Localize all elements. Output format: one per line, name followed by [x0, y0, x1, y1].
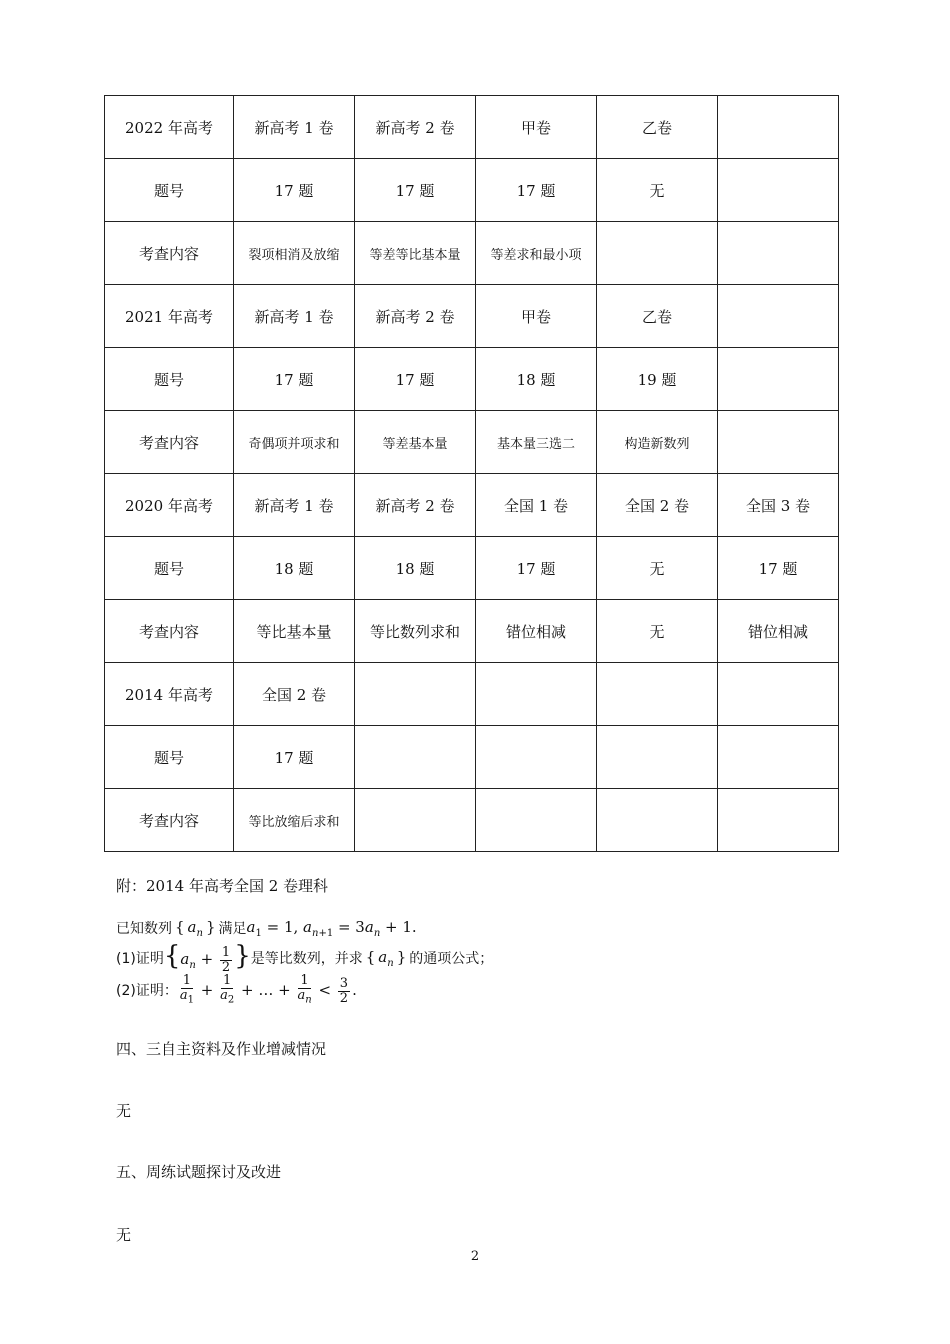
- row-header-cell: 题号: [105, 348, 234, 411]
- table-cell: [355, 726, 476, 789]
- table-cell: 等差等比基本量: [355, 222, 476, 285]
- table-cell: 等差基本量: [355, 411, 476, 474]
- section-5-body: 无: [116, 1226, 132, 1244]
- table-cell: 构造新数列: [597, 411, 718, 474]
- table-cell: 18 题: [476, 348, 597, 411]
- table-cell: 无: [597, 537, 718, 600]
- problem-statement: [116, 914, 493, 1008]
- table-cell: [718, 411, 839, 474]
- row-header-cell: 考查内容: [105, 222, 234, 285]
- table-cell: 17 题: [476, 537, 597, 600]
- row-header-cell: 考查内容: [105, 789, 234, 852]
- table-cell: 乙卷: [597, 285, 718, 348]
- table-cell: 裂项相消及放缩: [234, 222, 355, 285]
- problem-part-2: (2)证明： $\frac{1}{a_1}$ + $\frac{1}{a_2}$ + … + $\frac{1}{a_n}$ < $\frac{3}{2}$ .: [116, 973, 357, 1006]
- table-cell: [597, 222, 718, 285]
- math-sequence: { $a_n$ }: [175, 917, 216, 939]
- table-cell: 甲卷: [476, 285, 597, 348]
- table-cell: 17 题: [355, 348, 476, 411]
- row-header-cell: 题号: [105, 537, 234, 600]
- table-row: [105, 474, 839, 537]
- table-cell: 新高考 2 卷: [355, 474, 476, 537]
- table-cell: 无: [597, 600, 718, 663]
- table-cell: 全国 2 卷: [597, 474, 718, 537]
- table-cell: 17 题: [234, 726, 355, 789]
- table-row: [105, 285, 839, 348]
- table-cell: [718, 96, 839, 159]
- table-cell: 新高考 1 卷: [234, 96, 355, 159]
- table-cell: [597, 663, 718, 726]
- table-cell: [718, 348, 839, 411]
- table-row: [105, 663, 839, 726]
- appendix-caption: 附：2014 年高考全国 2 卷理科: [116, 877, 329, 895]
- table-cell: 新高考 1 卷: [234, 474, 355, 537]
- table-row: [105, 537, 839, 600]
- table-cell: [718, 726, 839, 789]
- table-cell: 17 题: [476, 159, 597, 222]
- math-recurrence: $a_1 = 1$, $a_{n+1} = 3a_n + 1$.: [246, 917, 417, 939]
- table-cell: 等比数列求和: [355, 600, 476, 663]
- table-cell: 17 题: [234, 348, 355, 411]
- problem-part-1: (1)证明 {$a_n$ + $\frac{1}{2}$ } 是等比数列，并求 { $a_n$ } 的通项公式；: [116, 941, 494, 975]
- row-header-cell: 题号: [105, 726, 234, 789]
- table-cell: 奇偶项并项求和: [234, 411, 355, 474]
- table-row: [105, 600, 839, 663]
- row-header-cell: 2014 年高考: [105, 663, 234, 726]
- section-4-title: 四、三自主资料及作业增减情况: [116, 1040, 327, 1058]
- table-cell: 18 题: [234, 537, 355, 600]
- row-header-cell: 2022 年高考: [105, 96, 234, 159]
- table-row: [105, 96, 839, 159]
- table-cell: 基本量三选二: [476, 411, 597, 474]
- table-cell: 等比基本量: [234, 600, 355, 663]
- section-5-title: 五、周练试题探讨及改进: [116, 1163, 282, 1181]
- table-cell: [718, 222, 839, 285]
- page-number: 2: [470, 1249, 480, 1264]
- exam-summary-table: [104, 95, 839, 852]
- table-row: [105, 222, 839, 285]
- table-row: [105, 726, 839, 789]
- row-header-cell: 题号: [105, 159, 234, 222]
- table-cell: [355, 789, 476, 852]
- table-cell: [355, 663, 476, 726]
- table-cell: [718, 789, 839, 852]
- row-header-cell: 2020 年高考: [105, 474, 234, 537]
- row-header-cell: 2021 年高考: [105, 285, 234, 348]
- table-cell: [476, 663, 597, 726]
- table-cell: [718, 159, 839, 222]
- table-cell: 全国 3 卷: [718, 474, 839, 537]
- table-cell: [718, 285, 839, 348]
- table-row: [105, 159, 839, 222]
- table-cell: 乙卷: [597, 96, 718, 159]
- table-cell: 甲卷: [476, 96, 597, 159]
- table-cell: 全国 2 卷: [234, 663, 355, 726]
- section-4-body: 无: [116, 1102, 132, 1120]
- table-cell: [476, 789, 597, 852]
- table-cell: 新高考 1 卷: [234, 285, 355, 348]
- table-cell: 等差求和最小项: [476, 222, 597, 285]
- table-cell: 错位相减: [476, 600, 597, 663]
- table-cell: 18 题: [355, 537, 476, 600]
- table-cell: 新高考 2 卷: [355, 285, 476, 348]
- table-row: [105, 348, 839, 411]
- table-cell: 等比放缩后求和: [234, 789, 355, 852]
- table-cell: [476, 726, 597, 789]
- table-cell: 无: [597, 159, 718, 222]
- table-cell: [597, 789, 718, 852]
- table-cell: [718, 663, 839, 726]
- table-cell: 17 题: [355, 159, 476, 222]
- row-header-cell: 考查内容: [105, 411, 234, 474]
- table-cell: 错位相减: [718, 600, 839, 663]
- row-header-cell: 考查内容: [105, 600, 234, 663]
- table-cell: 17 题: [718, 537, 839, 600]
- table-row: [105, 411, 839, 474]
- problem-intro: 已知数列 { $a_n$ } 满足 $a_1 = 1$, $a_{n+1} = 3a_n + 1$.: [116, 917, 417, 939]
- table-cell: [597, 726, 718, 789]
- math-sequence: { $a_n$ }: [365, 947, 407, 969]
- math-inequality: $\frac{1}{a_1}$ + $\frac{1}{a_2}$ + … + $\frac{1}{a_n}$ < $\frac{3}{2}$ .: [179, 973, 357, 1006]
- table-cell: 全国 1 卷: [476, 474, 597, 537]
- table-cell: 新高考 2 卷: [355, 96, 476, 159]
- table-row: [105, 789, 839, 852]
- math-shifted-sequence: {$a_n$ + $\frac{1}{2}$ }: [163, 941, 251, 975]
- table-cell: 19 题: [597, 348, 718, 411]
- table-cell: 17 题: [234, 159, 355, 222]
